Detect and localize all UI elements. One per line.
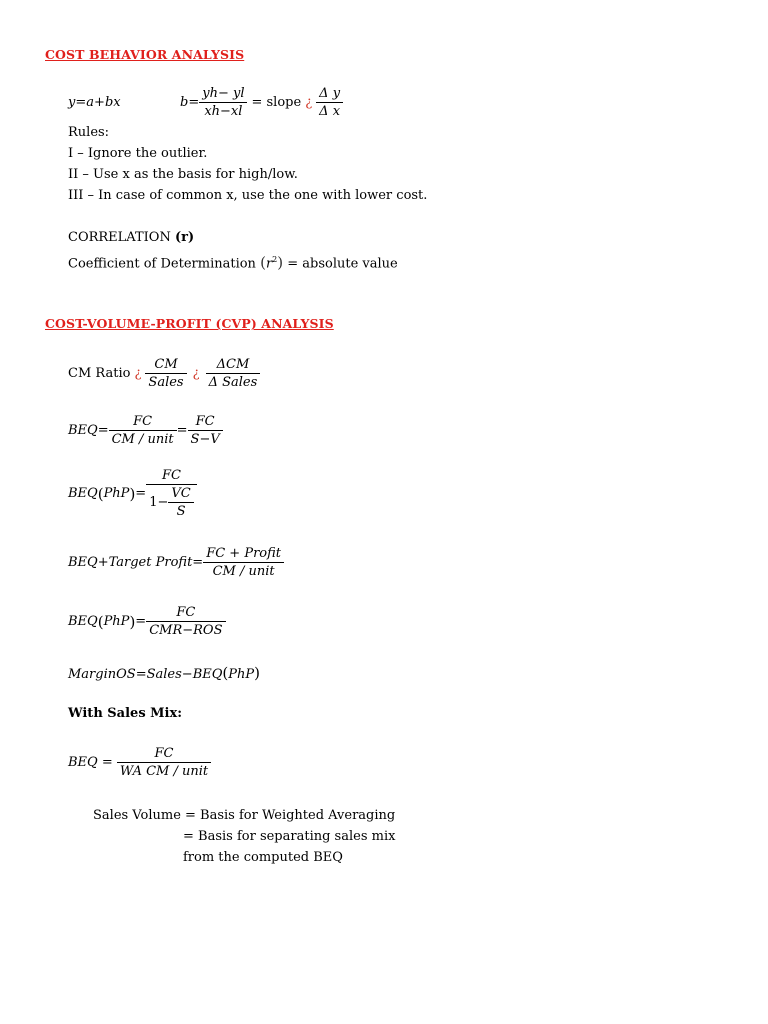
beq-symbol: BEQ	[192, 667, 223, 682]
equation-margin-of-safety: MarginOS=Sales−BEQ(PhP)	[68, 664, 260, 682]
numerator: FC	[176, 605, 196, 620]
correlation-symbol: (r)	[174, 230, 195, 245]
fraction-high-low	[199, 85, 247, 120]
currency-php: PhP	[103, 486, 130, 501]
fraction-vc-s	[168, 485, 193, 520]
one-minus: 1−	[149, 495, 169, 510]
denominator: S−V	[188, 430, 223, 448]
var-y: y	[68, 95, 76, 110]
coefficient-line: Coefficient of Determination $(r^2)$ = absolute value	[68, 253, 398, 272]
numerator: FC	[154, 746, 174, 761]
slope-label: = slope	[251, 95, 302, 110]
denominator	[146, 484, 197, 520]
fraction-fc-cmr-ros	[146, 604, 225, 639]
fraction-fc-profit	[203, 545, 284, 580]
fraction-delta	[316, 85, 343, 120]
sales-volume-line: from the computed BEQ	[183, 850, 343, 865]
numerator: FC + Profit	[206, 546, 282, 561]
denominator: xh−xl	[199, 102, 247, 120]
numerator: VC	[171, 486, 191, 501]
equals: =	[135, 667, 147, 682]
equation-linear	[68, 95, 121, 110]
minus: −	[181, 667, 193, 682]
var-r: r	[265, 256, 273, 272]
equation-beq-target-profit	[68, 545, 284, 580]
beq-symbol: BEQ	[68, 755, 98, 770]
currency-php: PhP	[228, 667, 255, 682]
equals: =	[188, 95, 200, 110]
rule-item: I – Ignore the outlier.	[68, 146, 208, 161]
numerator: yh− yl	[202, 86, 245, 101]
correlation-text: CORRELATION	[68, 230, 175, 245]
equation-beq-units	[68, 413, 223, 448]
var-a: a	[86, 95, 95, 110]
denominator: CM / unit	[203, 562, 284, 580]
equation-beq-weighted	[68, 745, 211, 780]
cm-ratio-label: CM Ratio	[68, 365, 131, 381]
fraction-fc-s-v	[188, 413, 223, 448]
fraction-delta-cm-sales	[206, 356, 261, 391]
exponent: 2	[272, 255, 278, 264]
denominator: WA CM / unit	[117, 762, 211, 780]
equation-cm-ratio	[68, 356, 260, 391]
equals: =	[135, 486, 147, 501]
correlation-label	[68, 230, 194, 246]
equals: =	[97, 423, 109, 438]
beq-symbol: BEQ	[68, 486, 98, 501]
denominator: S	[168, 502, 193, 520]
beq-symbol: BEQ	[68, 423, 98, 438]
numerator: CM	[154, 357, 178, 372]
equals: =	[192, 555, 204, 570]
sales-mix-label: With Sales Mix:	[68, 706, 183, 721]
plus: +	[94, 95, 105, 110]
section-heading-cvp: COST-VOLUME-PROFIT (CVP) ANALYSIS	[45, 316, 334, 331]
margin-os: MarginOS	[68, 667, 136, 682]
equation-beq-php-ros: BEQ ( PhP ) = $\frac{FC}{\text{CMR−ROS}}$	[68, 604, 226, 639]
var-b: b	[180, 95, 189, 110]
sales: Sales	[146, 667, 182, 682]
sales-volume-line: = Basis for separating sales mix	[183, 829, 396, 844]
beq-symbol: BEQ	[68, 614, 98, 629]
numerator: FC	[133, 414, 153, 429]
equals: =	[135, 614, 147, 629]
numerator: Δ y	[319, 86, 341, 101]
denominator: CM / unit	[109, 430, 177, 448]
equals: =	[97, 755, 117, 770]
target-profit: Target Profit	[108, 555, 193, 570]
fraction-fc-cm-unit	[109, 413, 177, 448]
equals: =	[176, 423, 188, 438]
rules-label: Rules:	[68, 125, 110, 140]
equation-slope	[180, 85, 343, 120]
denominator: Sales	[145, 373, 186, 391]
fraction-fc-wacm	[117, 745, 211, 780]
fraction-fc-cm-ratio	[146, 467, 197, 520]
coefficient-text: Coefficient of Determination	[68, 256, 256, 272]
numerator: FC	[195, 414, 215, 429]
plus: +	[97, 555, 109, 570]
rule-item: II – Use x as the basis for high/low.	[68, 167, 298, 182]
beq-symbol: BEQ	[68, 555, 98, 570]
glyph-placeholder: ¿	[305, 95, 313, 110]
numerator: ΔCM	[216, 357, 250, 372]
sales-volume-line: Sales Volume = Basis for Weighted Averaging	[93, 808, 396, 823]
numerator: FC	[161, 468, 181, 483]
glyph-placeholder: ¿	[192, 366, 200, 381]
equals: =	[75, 95, 87, 110]
var-bx: bx	[104, 95, 121, 110]
equation-beq-php: BEQ ( PhP ) = FC 1− $\frac{VC}{S}$	[68, 467, 197, 520]
coefficient-rest: = absolute value	[283, 256, 398, 272]
denominator: Δ Sales	[206, 373, 261, 391]
rule-item: III – In case of common x, use the one with lower cost.	[68, 188, 428, 203]
glyph-placeholder: ¿	[134, 366, 142, 381]
section-heading-cost-behavior: COST BEHAVIOR ANALYSIS	[45, 47, 245, 62]
currency-php: PhP	[103, 614, 130, 629]
fraction-cm-sales	[145, 356, 186, 391]
denominator: Δ x	[316, 102, 343, 120]
denominator: CMR−ROS	[146, 621, 225, 639]
